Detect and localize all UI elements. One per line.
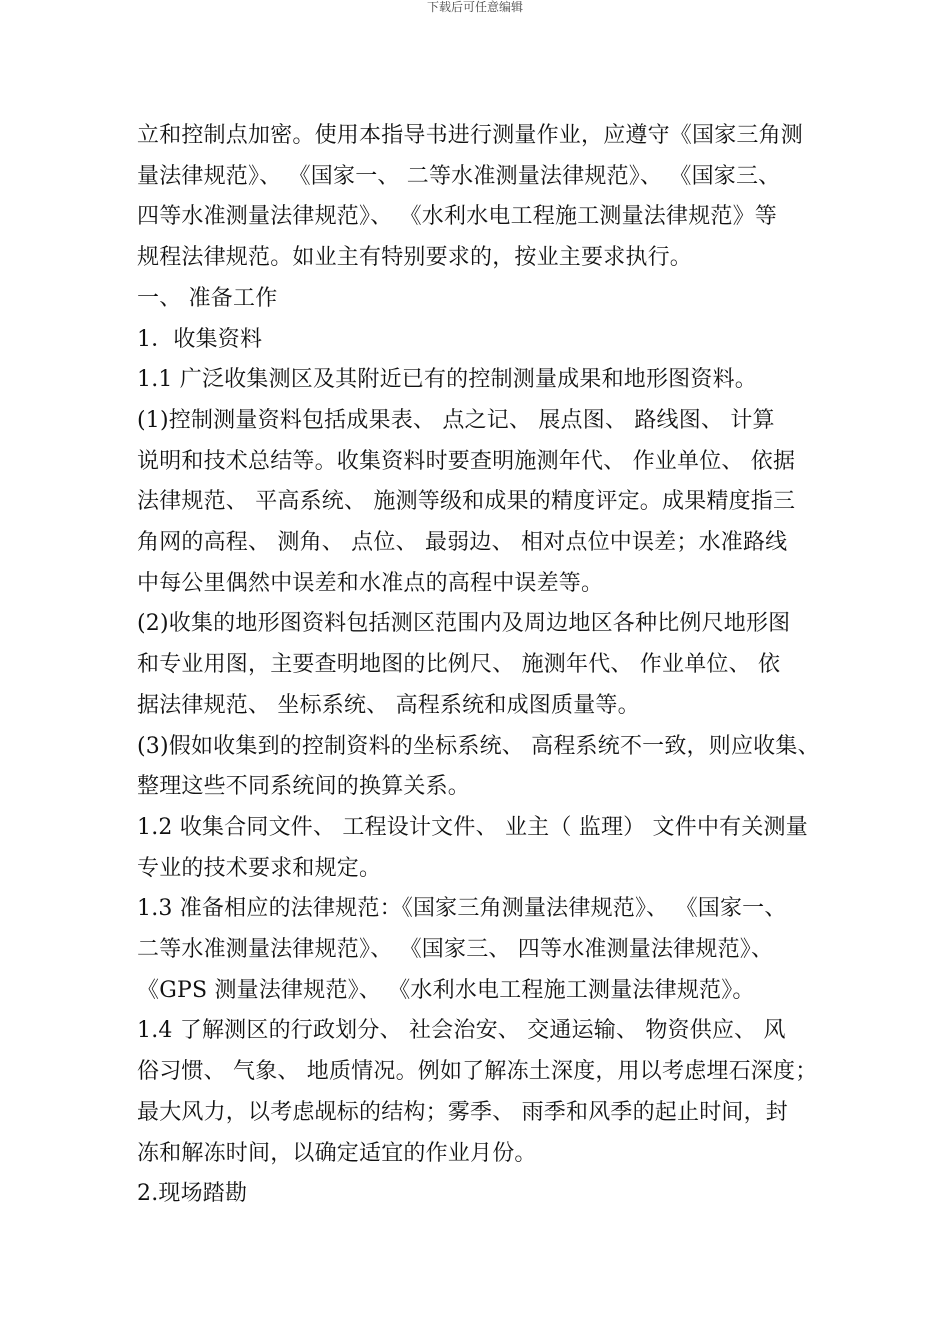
text-line: 四等水准测量法律规范》、 《水利水电工程施工测量法律规范》等 bbox=[137, 204, 777, 230]
text-line: 角网的高程、 测角、 点位、 最弱边、 相对点位中误差；水准路线 bbox=[137, 530, 788, 556]
text-line: 1.3 准备相应的法律规范：《国家三角测量法律规范》、 《国家一、 bbox=[137, 896, 787, 922]
text-line: 专业的技术要求和规定。 bbox=[137, 855, 382, 881]
text-line: 整理这些不同系统间的换算关系。 bbox=[137, 774, 471, 800]
text-line: 据法律规范、 坐标系统、 高程系统和成图质量等。 bbox=[137, 692, 640, 718]
page-header: 下载后可任意编辑 bbox=[426, 0, 523, 14]
document-body bbox=[137, 116, 867, 1215]
text-line: 1.2 收集合同文件、 工程设计文件、 业主（ 监理） 文件中有关测量 bbox=[137, 814, 808, 840]
text-line: 规程法律规范。如业主有特别要求的，按业主要求执行。 bbox=[137, 245, 693, 271]
text-line: 冻和解冻时间，以确定适宜的作业月份。 bbox=[137, 1140, 537, 1166]
text-line: 1.1 广泛收集测区及其附近已有的控制测量成果和地形图资料。 bbox=[137, 367, 757, 393]
section-heading: 一、 准备工作 bbox=[137, 285, 278, 311]
text-line: 法律规范、 平高系统、 施测等级和成果的精度评定。成果精度指三 bbox=[137, 489, 796, 515]
text-line: 和专业用图，主要查明地图的比例尺、 施测年代、 作业单位、 依 bbox=[137, 652, 781, 678]
text-line: 说明和技术总结等。收集资料时要查明施测年代、 作业单位、 依据 bbox=[137, 448, 796, 474]
text-line: 中每公里偶然中误差和水准点的高程中误差等。 bbox=[137, 570, 604, 596]
text-line: (1)控制测量资料包括成果表、 点之记、 展点图、 路线图、 计算 bbox=[137, 407, 775, 433]
text-line: 1.4 了解测区的行政划分、 社会治安、 交通运输、 物资供应、 风 bbox=[137, 1018, 786, 1044]
text-line: 俗习惯、 气象、 地质情况。例如了解冻土深度，用以考虑埋石深度； bbox=[137, 1059, 818, 1085]
subsection-heading: 2.现场踏勘 bbox=[137, 1181, 248, 1207]
text-line: 量法律规范》、 《国家一、 二等水准测量法律规范》、 《国家三、 bbox=[137, 163, 781, 189]
text-line: 立和控制点加密。使用本指导书进行测量作业，应遵守《国家三角测 bbox=[137, 123, 804, 148]
subsection-heading: 1．收集资料 bbox=[137, 326, 263, 352]
text-line: 《GPS 测量法律规范》、 《水利水电工程施工测量法律规范》。 bbox=[137, 977, 755, 1003]
text-line: 二等水准测量法律规范》、 《国家三、 四等水准测量法律规范》、 bbox=[137, 937, 774, 963]
text-line: (3)假如收集到的控制资料的坐标系统、 高程系统不一致，则应收集、 bbox=[137, 733, 820, 759]
text-line: 最大风力，以考虑觇标的结构；雾季、 雨季和风季的起止时间，封 bbox=[137, 1099, 788, 1125]
text-line: (2)收集的地形图资料包括测区范围内及周边地区各种比例尺地形图 bbox=[137, 611, 791, 637]
